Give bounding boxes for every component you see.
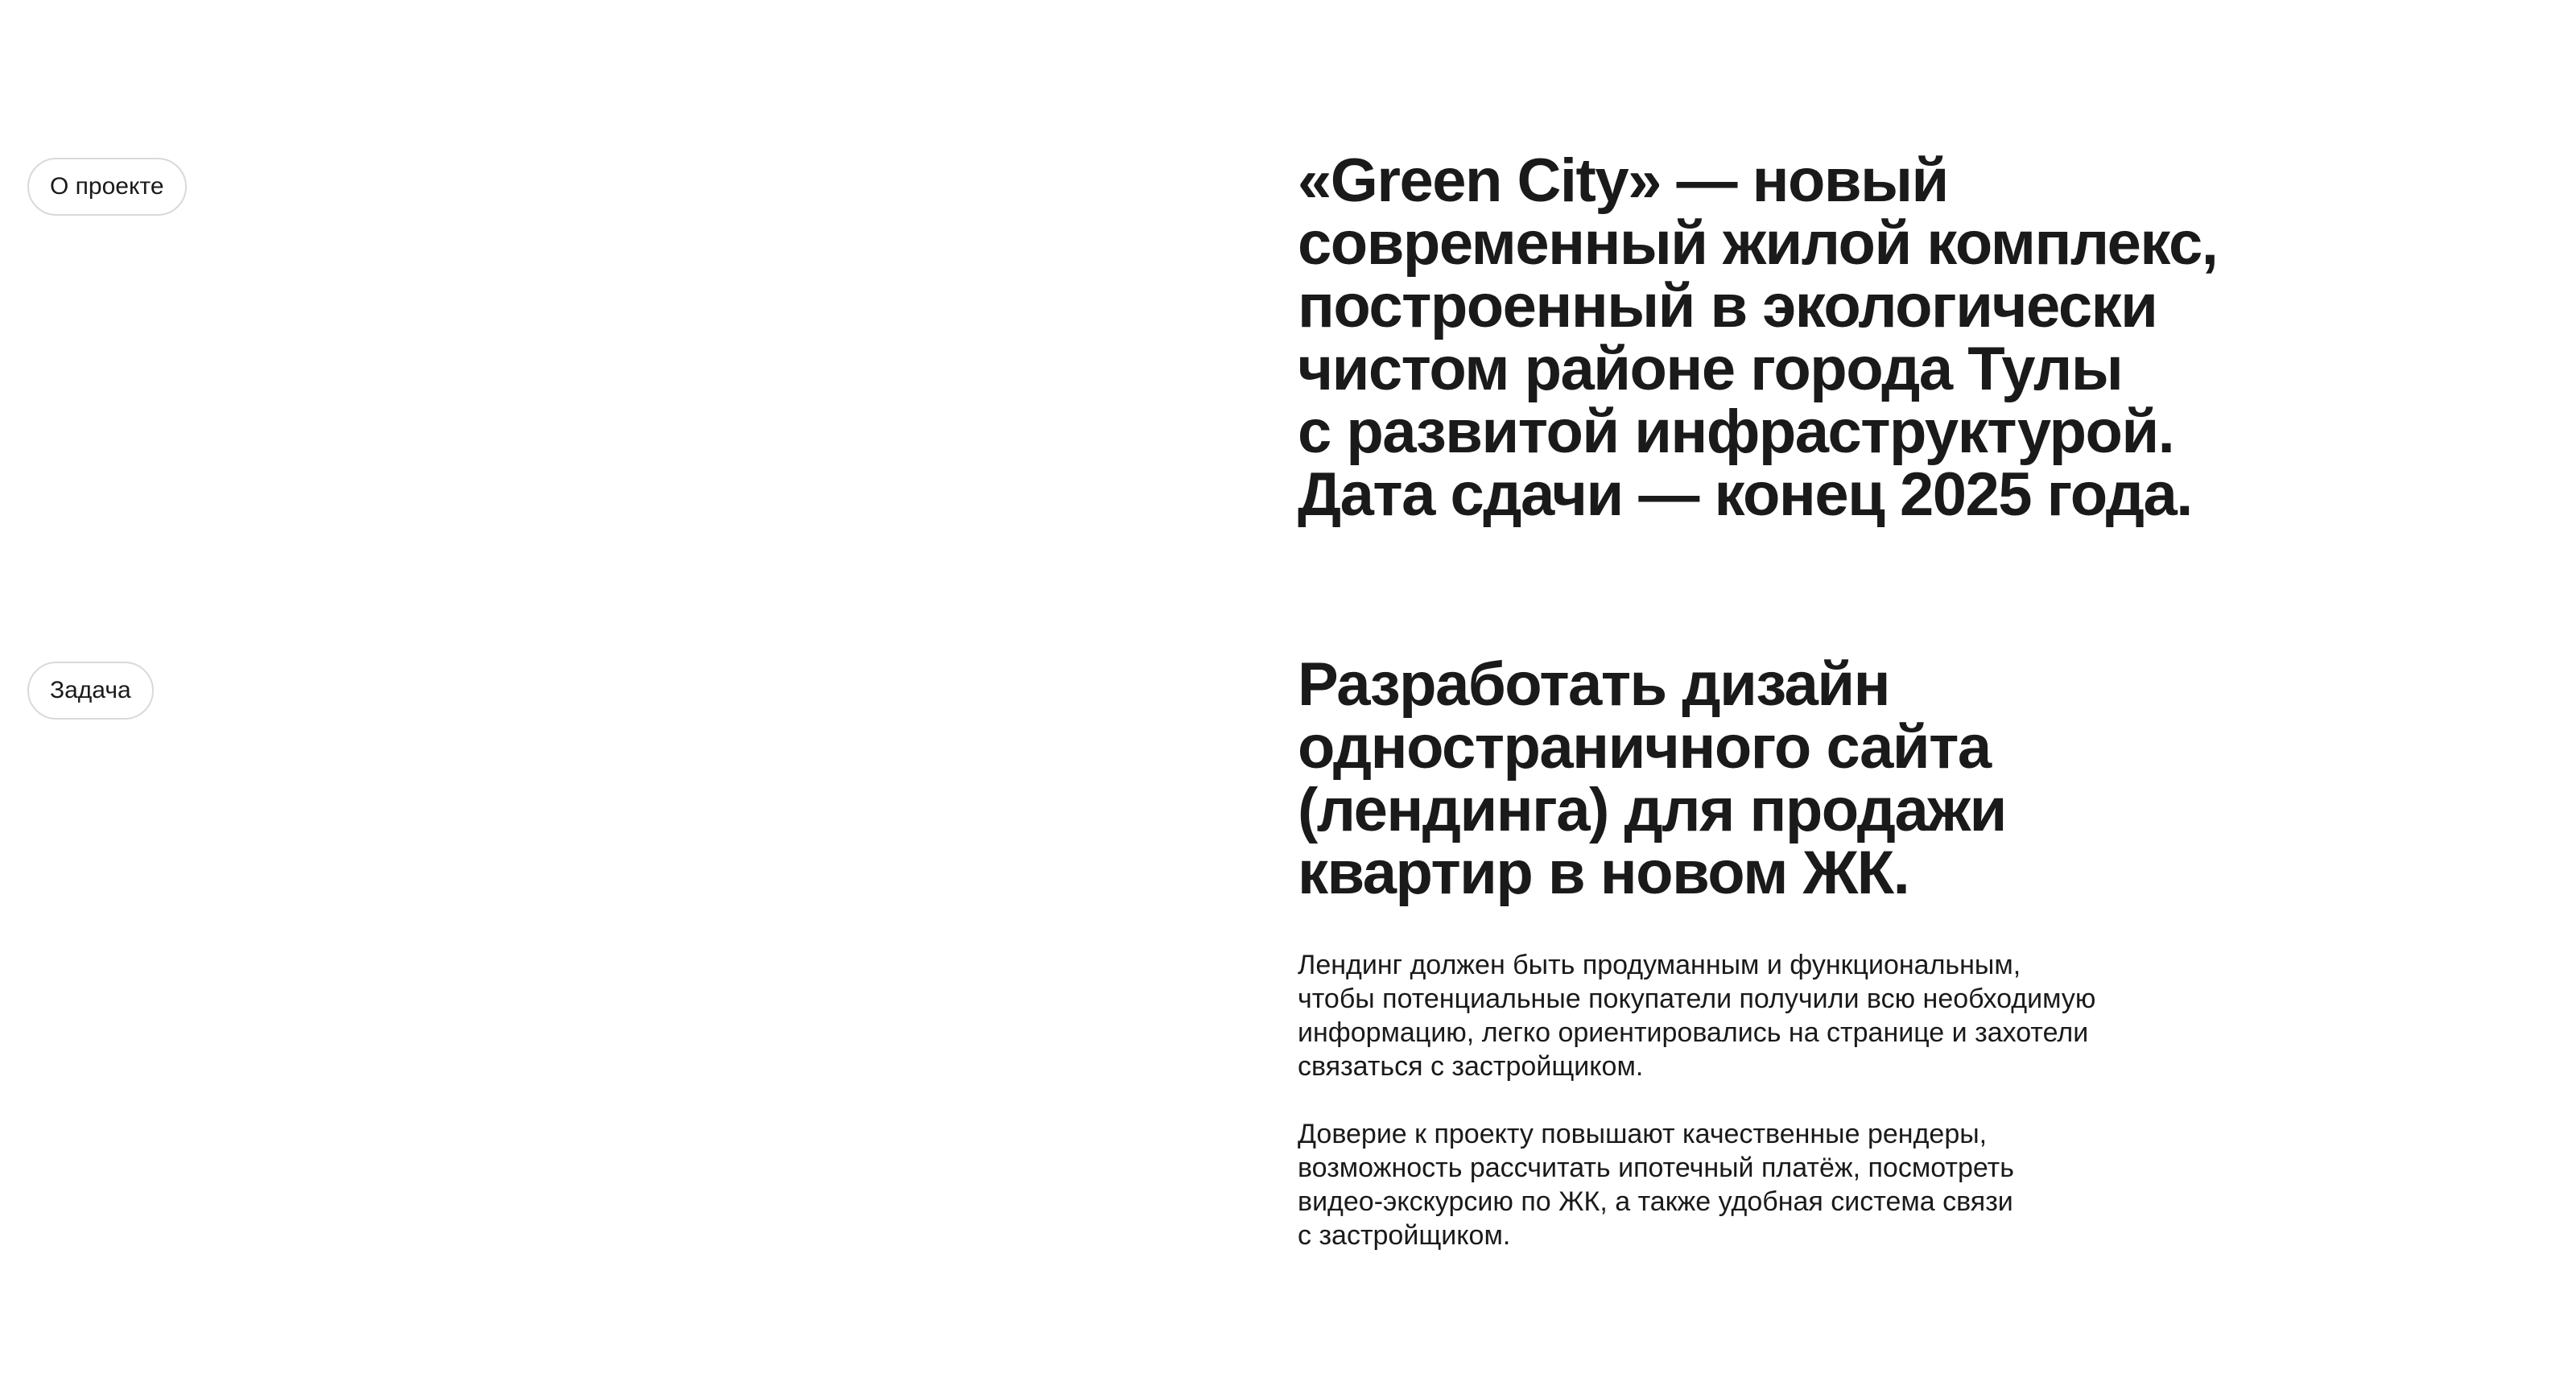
task-tag: Задача [27,662,154,720]
about-headline: «Green City» — новый современный жилой комплекс, построенный в экологически чистом районе города Тулы с развитой инфраструктурой. Дата сдачи — конец 2025 года. [1298,146,2218,529]
task-paragraph: Лендинг должен быть продуманным и функциональным, чтобы потенциальные покупатели получили всю необходимую информацию, легко ориентировались на странице и захотели связаться с застройщиком. [1298,950,2096,1082]
about-tag: О проекте [27,158,187,216]
task-paragraph: Доверие к проекту повышают качественные рендеры, возможность рассчитать ипотечный платёж, посмотреть видео-экскурсию по ЖК, а также удобная система связи с застройщиком. [1298,1119,2014,1251]
task-headline: Разработать дизайн одностраничного сайта (лендинга) для продажи квартир в новом ЖК. [1298,650,2006,907]
